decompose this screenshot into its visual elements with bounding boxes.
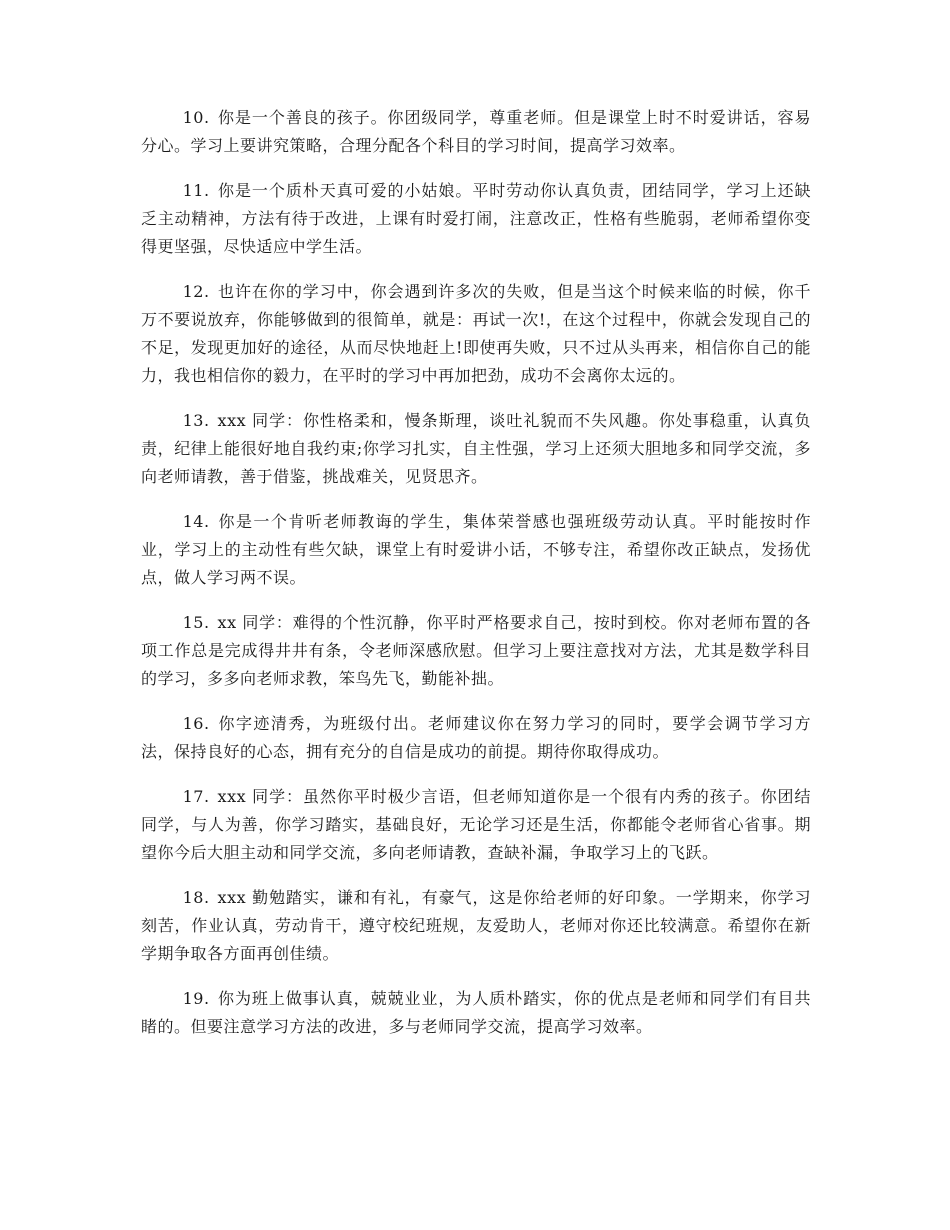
paragraph-number: 10. — [182, 108, 210, 127]
comment-paragraph-19 — [141, 985, 811, 1041]
paragraph-text: 你是一个质朴天真可爱的小姑娘。平时劳动你认真负责，团结同学，学习上还缺乏主动精神，方法有待于改进，上课有时爱打闹，注意改正，性格有些脆弱，老师希望你变得更坚强，尽快适应中学生活。 — [141, 181, 811, 256]
paragraph-number: 15. — [182, 613, 210, 632]
comment-paragraph-18 — [141, 884, 811, 968]
paragraph-text: xx 同学：难得的个性沉静，你平时严格要求自己，按时到校。你对老师布置的各项工作总是完成得井井有条，令老师深感欣慰。但学习上要注意找对方法，尤其是数学科目的学习，多多向老师求教，笨鸟先飞，勤能补拙。 — [141, 613, 811, 688]
paragraph-text: xxx 勤勉踏实，谦和有礼，有豪气，这是你给老师的好印象。一学期来，你学习刻苦，作业认真，劳动肯干，遵守校纪班规，友爱助人，老师对你还比较满意。希望你在新学期争取各方面再创佳绩。 — [141, 888, 811, 963]
comment-paragraph-11 — [141, 177, 811, 261]
comment-paragraph-10 — [141, 104, 811, 160]
paragraph-text: 你是一个善良的孩子。你团级同学，尊重老师。但是课堂上时不时爱讲话，容易分心。学习上要讲究策略，合理分配各个科目的学习时间，提高学习效率。 — [141, 108, 811, 155]
comment-paragraph-14 — [141, 508, 811, 592]
document-page — [141, 104, 811, 1058]
comment-paragraph-13 — [141, 407, 811, 491]
comment-paragraph-12 — [141, 278, 811, 390]
paragraph-number: 17. — [182, 787, 210, 806]
paragraph-text: xxx 同学：虽然你平时极少言语，但老师知道你是一个很有内秀的孩子。你团结同学，与人为善，你学习踏实，基础良好，无论学习还是生活，你都能令老师省心省事。期望你今后大胆主动和同学交流，多向老师请教，查缺补漏，争取学习上的飞跃。 — [141, 787, 811, 862]
paragraph-number: 14. — [182, 512, 210, 531]
paragraph-number: 11. — [182, 181, 210, 200]
paragraph-number: 12. — [182, 282, 210, 301]
paragraph-text: 你为班上做事认真，兢兢业业，为人质朴踏实，你的优点是老师和同学们有目共睹的。但要注意学习方法的改进，多与老师同学交流，提高学习效率。 — [141, 989, 811, 1036]
paragraph-text: 你字迹清秀，为班级付出。老师建议你在努力学习的同时，要学会调节学习方法，保持良好的心态，拥有充分的自信是成功的前提。期待你取得成功。 — [141, 714, 811, 761]
paragraph-text: 也许在你的学习中，你会遇到许多次的失败，但是当这个时候来临的时候，你千万不要说放弃，你能够做到的很简单，就是：再试一次!，在这个过程中，你就会发现自己的不足，发现更加好的途径，从而尽快地赶上!即使再失败，只不过从头再来，相信你自己的能力，我也相信你的毅力，在平时的学习中再加把劲，成功不会离你太远的。 — [141, 282, 811, 385]
comment-paragraph-16 — [141, 710, 811, 766]
comment-paragraph-17 — [141, 783, 811, 867]
comment-paragraph-15 — [141, 609, 811, 693]
paragraph-text: xxx 同学：你性格柔和，慢条斯理，谈吐礼貌而不失风趣。你处事稳重，认真负责，纪律上能很好地自我约束;你学习扎实，自主性强，学习上还须大胆地多和同学交流，多向老师请教，善于借鉴，挑战难关，见贤思齐。 — [141, 411, 811, 486]
paragraph-number: 13. — [182, 411, 210, 430]
paragraph-number: 19. — [182, 989, 210, 1008]
paragraph-number: 18. — [182, 888, 210, 907]
paragraph-number: 16. — [182, 714, 210, 733]
paragraph-text: 你是一个肯听老师教诲的学生，集体荣誉感也强班级劳动认真。平时能按时作业，学习上的主动性有些欠缺，课堂上有时爱讲小话，不够专注，希望你改正缺点，发扬优点，做人学习两不误。 — [141, 512, 811, 587]
